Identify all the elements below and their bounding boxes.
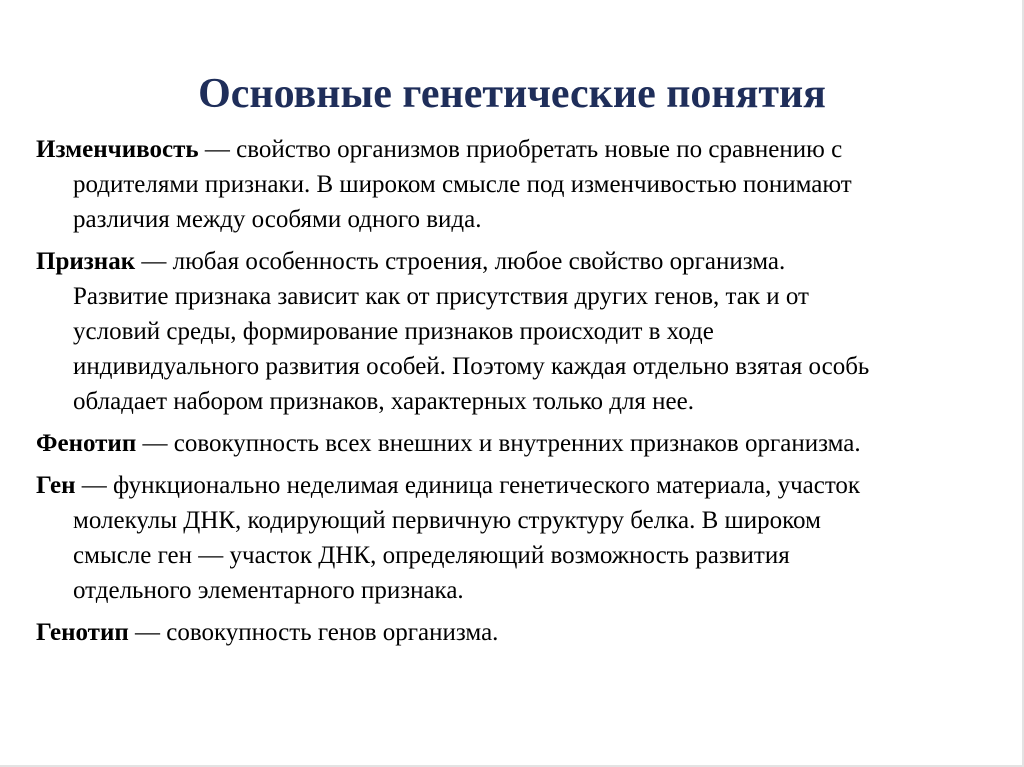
definition-entry-variability xyxy=(36,132,996,244)
definition-line: Развитие признака зависит как от присутствия других генов, так и от xyxy=(73,283,809,310)
definition-term: Изменчивость xyxy=(36,136,199,163)
definition-entry-gene xyxy=(36,468,996,615)
definition-first-line xyxy=(36,132,996,167)
definition-term: Признак xyxy=(36,248,136,275)
definition-line: различия между особями одного вида. xyxy=(73,206,482,233)
definition-term: Фенотип xyxy=(36,430,137,457)
definition-text: — совокупность всех внешних и внутренних признаков организма. xyxy=(136,430,861,457)
definition-term: Генотип xyxy=(36,619,129,646)
definition-line: условий среды, формирование признаков происходит в ходе xyxy=(73,318,714,345)
definition-line: обладает набором признаков, характерных только для нее. xyxy=(73,388,694,415)
slide-title: Основные генетические понятия xyxy=(198,71,826,117)
definition-entry-phenotype xyxy=(36,426,996,468)
definition-first-line xyxy=(36,244,996,279)
definition-text: — любая особенность строения, любое свойство организма. xyxy=(135,248,786,275)
definition-text: — функционально неделимая единица генетического материала, участок xyxy=(75,472,861,499)
definition-text: — совокупность генов организма. xyxy=(128,619,499,646)
definition-term: Ген xyxy=(36,472,76,499)
definition-first-line xyxy=(36,426,996,461)
definition-text: — свойство организмов приобретать новые по сравнению с xyxy=(198,136,843,163)
definition-entry-trait xyxy=(36,244,996,426)
definition-line: родителями признаки. В широком смысле под изменчивостью понимают xyxy=(73,171,852,198)
definition-line: индивидуального развития особей. Поэтому каждая отдельно взятая особь xyxy=(73,353,870,380)
definition-line: отдельного элементарного признака. xyxy=(73,577,464,604)
definitions-list xyxy=(36,132,996,657)
definition-line: смысле ген — участок ДНК, определяющий возможность развития xyxy=(73,542,790,569)
definition-first-line xyxy=(36,468,996,503)
definition-entry-genotype xyxy=(36,615,996,657)
definition-line: молекулы ДНК, кодирующий первичную структуру белка. В широком xyxy=(73,507,821,534)
definition-first-line xyxy=(36,615,996,650)
